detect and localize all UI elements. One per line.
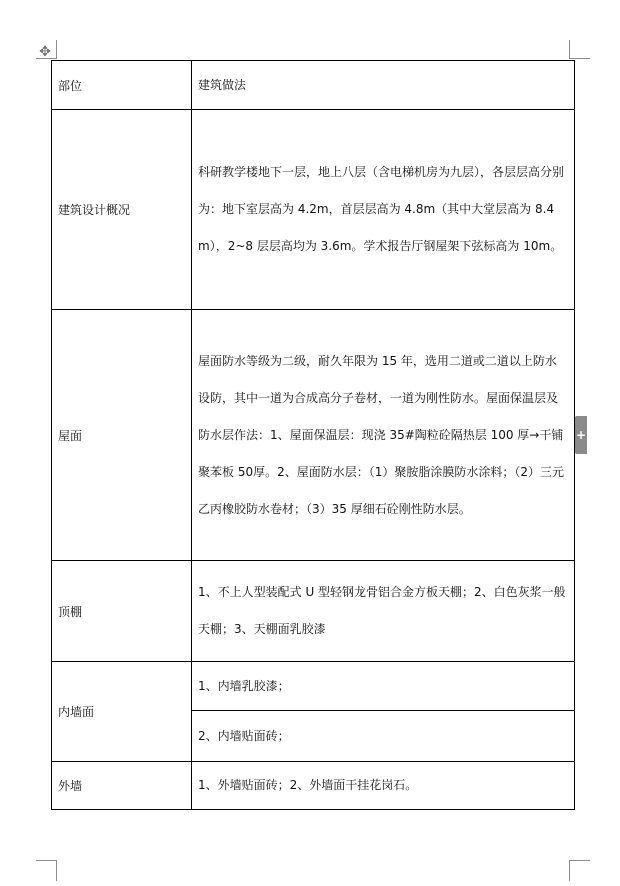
row-content-interior-wall-1[interactable]: 1、内墙乳胶漆； <box>192 662 575 711</box>
expand-plus-icon[interactable]: + <box>575 416 587 454</box>
row-label-interior-wall[interactable]: 内墙面 <box>52 662 192 762</box>
row-label-design[interactable]: 建筑设计概况 <box>52 110 192 310</box>
table-header-row <box>52 61 575 110</box>
table-row <box>52 310 575 561</box>
row-content-exterior-wall[interactable]: 1、外墙贴面砖；2、外墙面干挂花岗石。 <box>192 762 575 810</box>
page-corner-mark-bottom-left <box>36 860 57 881</box>
row-label-ceiling[interactable]: 顶棚 <box>52 561 192 662</box>
page-corner-mark-bottom-right <box>569 860 590 881</box>
header-part-cell[interactable]: 部位 <box>52 61 192 110</box>
page-corner-mark-top-right <box>569 40 590 59</box>
row-content-ceiling[interactable]: 1、不上人型装配式 U 型轻钢龙骨铝合金方板天棚；2、白色灰浆一般天棚；3、天棚面乳胶漆 <box>192 561 575 662</box>
row-content-interior-wall-2[interactable]: 2、内墙贴面砖； <box>192 711 575 762</box>
construction-table <box>51 60 575 810</box>
row-content-roof[interactable]: 屋面防水等级为二级，耐久年限为 15 年，选用二道或二道以上防水设防，其中一道为合成高分子卷材，一道为刚性防水。屋面保温层及防水层作法：1、屋面保温层：现浇 35#陶粒砼隔热层 100 厚→干铺聚苯板 50厚。2、屋面防水层：（1）聚胺脂涂膜防水涂料；（2）三元乙丙橡胶防水卷材；（3）35 厚细石砼刚性防水层。 <box>192 310 575 561</box>
row-content-design[interactable]: 科研教学楼地下一层，地上八层（含电梯机房为九层），各层层高分别为：地下室层高为 4.2m，首层层高为 4.8m（其中大堂层高为 8.4m），2~8 层层高均为 3.6m。学术报告厅钢屋架下弦标高为 10m。 <box>192 110 575 310</box>
header-method-cell[interactable]: 建筑做法 <box>192 61 575 110</box>
row-label-roof[interactable]: 屋面 <box>52 310 192 561</box>
row-label-exterior-wall[interactable]: 外墙 <box>52 762 192 810</box>
table-row <box>52 662 575 711</box>
table-row <box>52 561 575 662</box>
table-row <box>52 110 575 310</box>
table-row <box>52 762 575 810</box>
table-move-handle-icon[interactable]: ✥ <box>39 44 51 60</box>
